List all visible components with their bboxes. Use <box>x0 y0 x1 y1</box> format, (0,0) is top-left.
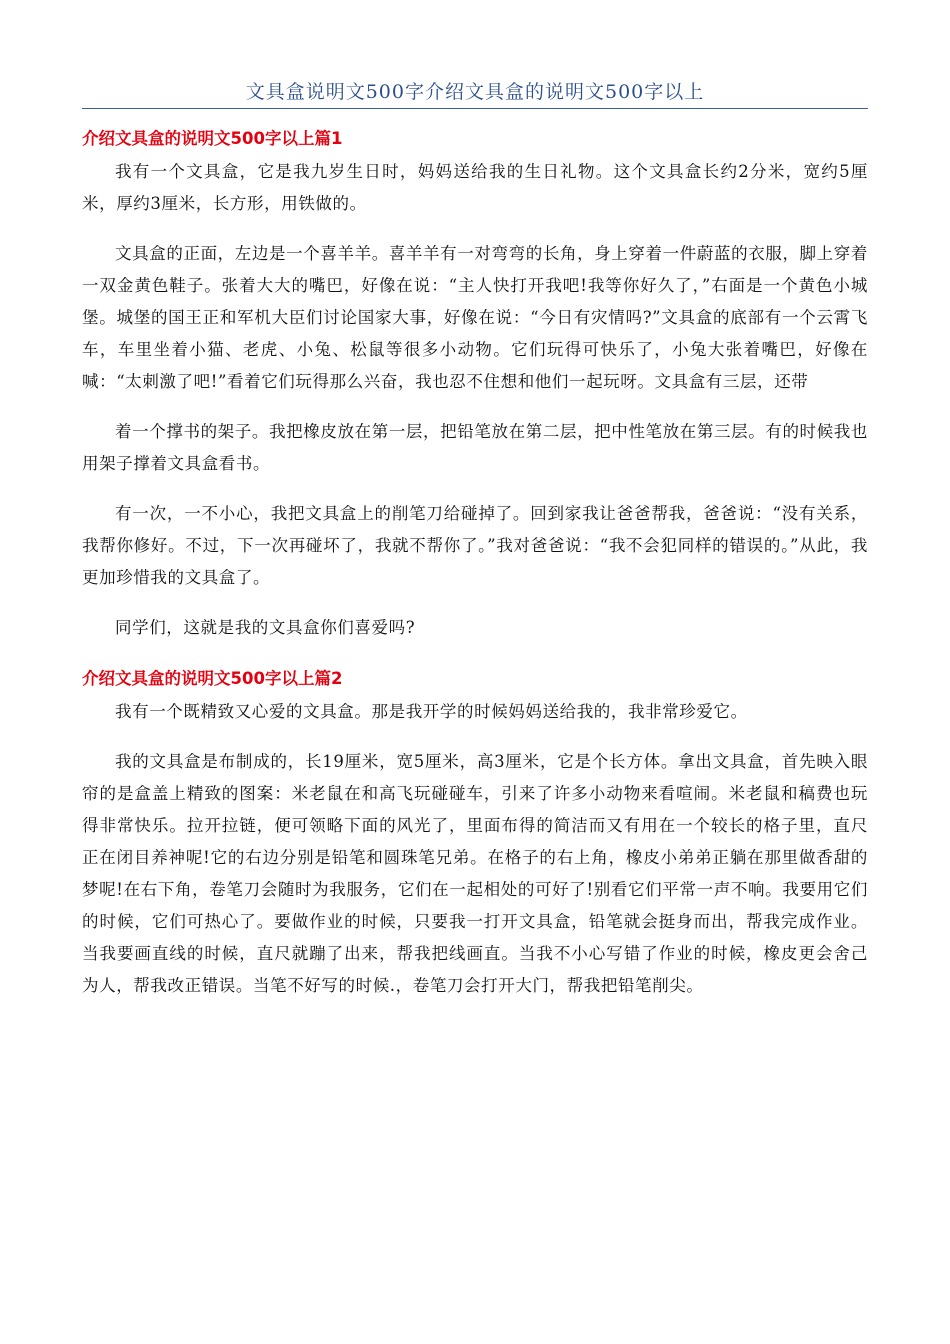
paragraph: 我的文具盒是布制成的，长19厘米，宽5厘米，高3厘米，它是个长方体。拿出文具盒，首先映入眼帘的是盒盖上精致的图案：米老鼠在和高飞玩碰碰车，引来了许多小动物来看喧闹。米老鼠和稿费也玩得非常快乐。拉开拉链，便可领略下面的风光了，里面布得的简洁而又有用在一个较长的格子里，直尺正在闭目养神呢!它的右边分别是铅笔和圆珠笔兄弟。在格子的右上角，橡皮小弟弟正躺在那里做香甜的梦呢!在右下角，卷笔刀会随时为我服务，它们在一起相处的可好了!别看它们平常一声不响。我要用它们的时候，它们可热心了。要做作业的时候，只要我一打开文具盒，铅笔就会挺身而出，帮我完成作业。当我要画直线的时候，直尺就蹦了出来，帮我把线画直。当我不小心写错了作业的时候，橡皮更会舍己为人，帮我改正错误。当笔不好写的时候.，卷笔刀会打开大门，帮我把铅笔削尖。 <box>82 752 868 995</box>
document-body <box>82 124 868 1020</box>
section-title: 介绍文具盒的说明文500字以上篇2 <box>82 669 343 688</box>
paragraph: 文具盒的正面，左边是一个喜羊羊。喜羊羊有一对弯弯的长角，身上穿着一件蔚蓝的衣服，脚上穿着一双金黄色鞋子。张着大大的嘴巴，好像在说：“主人快打开我吧!我等你好久了，”右面是一个黄色小城堡。城堡的国王正和军机大臣们讨论国家大事，好像在说：“今日有灾情吗?”文具盒的底部有一个云霄飞车，车里坐着小猫、老虎、小兔、松鼠等很多小动物。它们玩得可快乐了，小兔大张着嘴巴，好像在喊：“太刺激了吧!”看着它们玩得那么兴奋，我也忍不住想和他们一起玩呀。文具盒有三层，还带 <box>82 244 868 391</box>
section-title: 介绍文具盒的说明文500字以上篇1 <box>82 129 343 148</box>
document-header-title: 文具盒说明文500字介绍文具盒的说明文500字以上 <box>245 81 705 103</box>
paragraph: 我有一个文具盒，它是我九岁生日时，妈妈送给我的生日礼物。这个文具盒长约2分米，宽约5厘米，厚约3厘米，长方形，用铁做的。 <box>82 162 868 213</box>
header-divider <box>82 108 868 109</box>
paragraph: 我有一个既精致又心爱的文具盒。那是我开学的时候妈妈送给我的，我非常珍爱它。 <box>115 702 748 721</box>
paragraph: 同学们，这就是我的文具盒你们喜爱吗? <box>115 618 416 637</box>
paragraph: 着一个撑书的架子。我把橡皮放在第一层，把铅笔放在第二层，把中性笔放在第三层。有的时候我也用架子撑着文具盒看书。 <box>82 422 868 473</box>
section-1 <box>82 124 868 644</box>
paragraph: 有一次，一不小心，我把文具盒上的削笔刀给碰掉了。回到家我让爸爸帮我，爸爸说：“没有关系，我帮你修好。不过，下一次再碰坏了，我就不帮你了。”我对爸爸说：“我不会犯同样的错误的。”从此，我更加珍惜我的文具盒了。 <box>82 504 868 587</box>
section-2 <box>82 664 868 1002</box>
